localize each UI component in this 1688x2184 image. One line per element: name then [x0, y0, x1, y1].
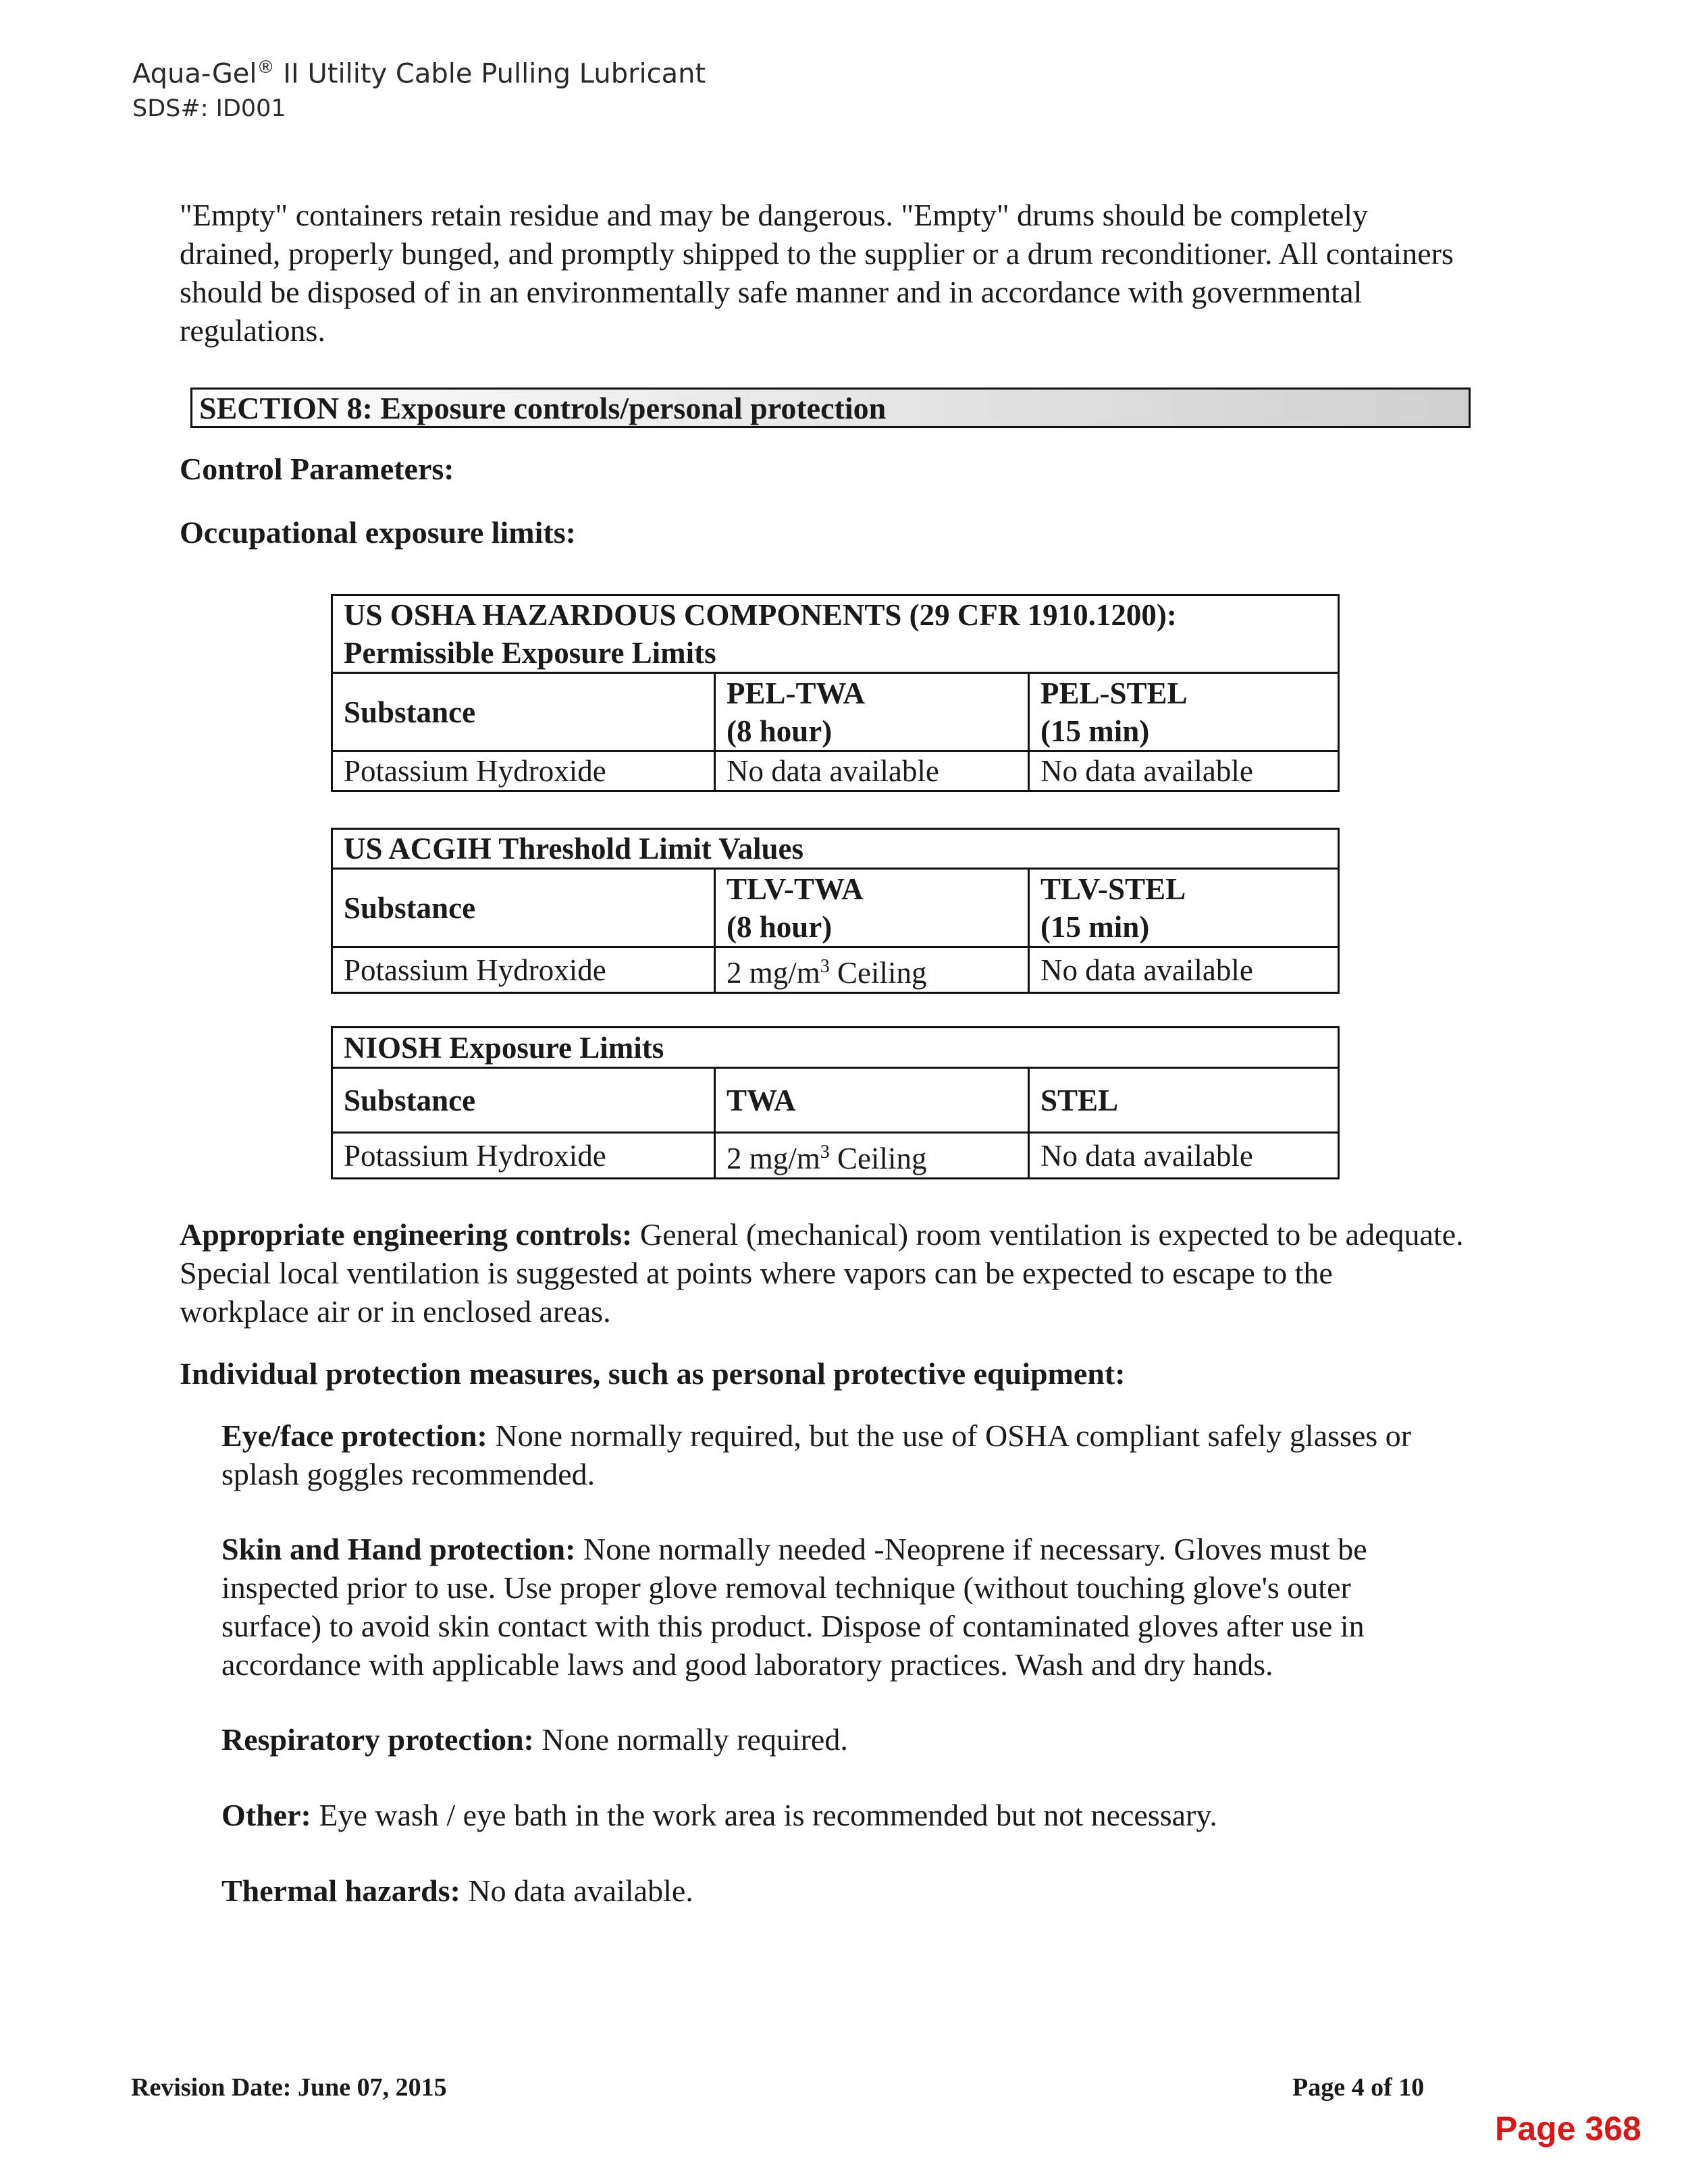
respiratory-protection-text: None normally required.	[533, 1722, 848, 1757]
header-line: TLV-TWA	[727, 872, 864, 906]
engineering-controls-label: Appropriate engineering controls:	[180, 1217, 633, 1252]
control-parameters-heading: Control Parameters:	[180, 452, 454, 486]
engineering-controls-text: General (mechanical) room ventilation is expected to be adequate. Special local ventilation is suggested at points where vapors can be expected to escape to the workplace air or in enclosed areas.	[180, 1217, 1464, 1329]
occupational-limits-heading: Occupational exposure limits:	[180, 515, 576, 550]
skin-protection-text: None normally needed -Neoprene if necessary. Gloves must be inspected prior to use. Use proper glove removal technique (without touching glove's outer surface) to avoid skin contact with this product. Dispose of contaminated gloves after use in accordance with applicable laws and good laboratory practices. Wash and dry hands.	[221, 1532, 1367, 1682]
value-text: 2 mg/m	[727, 956, 820, 990]
column-header-pel-stel	[1029, 673, 1339, 751]
respiratory-protection-label: Respiratory protection:	[221, 1722, 534, 1757]
disposal-paragraph: "Empty" containers retain residue and may be dangerous. "Empty" drums should be completely drained, properly bunged, and promptly shipped to the supplier or a drum reconditioner. All containers should be disposed of in an environmentally safe manner and in accordance with governmental regulations.	[180, 198, 1454, 348]
revision-date: Revision Date: June 07, 2015	[131, 2073, 447, 2102]
cell-substance: Potassium Hydroxide	[332, 1133, 715, 1179]
column-header-pel-twa	[715, 673, 1029, 751]
product-name-suffix: II Utility Cable Pulling Lubricant	[274, 58, 706, 90]
individual-protection-heading: Individual protection measures, such as personal protective equipment:	[180, 1356, 1126, 1391]
thermal-hazards-paragraph	[221, 1871, 1457, 1910]
table-row	[332, 1133, 1339, 1179]
page-stamp: Page 368	[1495, 2110, 1641, 2148]
engineering-controls-paragraph	[180, 1215, 1469, 1331]
caption-line: US OSHA HAZARDOUS COMPONENTS (29 CFR 1910.1200):	[344, 598, 1177, 632]
skin-protection-paragraph	[221, 1530, 1457, 1684]
header-line: (15 min)	[1040, 714, 1150, 748]
unit-exponent: 3	[820, 956, 830, 977]
table-row	[332, 947, 1339, 993]
section-8-bar	[190, 388, 1471, 428]
header-line: (15 min)	[1040, 909, 1150, 944]
cell-stel: No data available	[1029, 1133, 1339, 1179]
column-header-tlv-stel	[1029, 869, 1339, 947]
header-line: TLV-STEL	[1040, 872, 1186, 906]
cell-substance: Potassium Hydroxide	[332, 947, 715, 993]
value-suffix: Ceiling	[829, 1142, 927, 1175]
column-header-tlv-twa	[715, 869, 1029, 947]
table-header-row	[332, 1068, 1339, 1133]
header-line: (8 hour)	[727, 909, 833, 944]
sds-number: SDS#: ID001	[132, 95, 286, 123]
table-caption: NIOSH Exposure Limits	[332, 1028, 1339, 1068]
column-header-substance: Substance	[332, 869, 715, 947]
column-header-stel: STEL	[1029, 1068, 1339, 1133]
table-header-row	[332, 673, 1339, 751]
table-row	[332, 751, 1339, 791]
other-paragraph	[221, 1796, 1457, 1834]
thermal-hazards-text: No data available.	[460, 1873, 693, 1908]
unit-exponent: 3	[820, 1142, 830, 1163]
table-header-row	[332, 869, 1339, 947]
cell-tlv-stel: No data available	[1029, 947, 1339, 993]
value-text: 2 mg/m	[727, 1142, 820, 1175]
registered-mark: ®	[257, 57, 275, 78]
column-header-substance: Substance	[332, 673, 715, 751]
header-line: PEL-TWA	[727, 676, 866, 710]
eye-protection-text: None normally required, but the use of OSHA compliant safely glasses or splash goggles recommended.	[221, 1418, 1412, 1491]
value-suffix: Ceiling	[829, 956, 927, 990]
caption-line: Permissible Exposure Limits	[344, 636, 716, 670]
osha-limits-table	[331, 594, 1340, 792]
product-title	[132, 49, 706, 92]
table-caption: US ACGIH Threshold Limit Values	[332, 829, 1339, 869]
document-header	[132, 49, 706, 125]
eye-protection-paragraph	[221, 1416, 1457, 1493]
column-header-twa: TWA	[715, 1068, 1029, 1133]
thermal-hazards-label: Thermal hazards:	[221, 1873, 460, 1908]
page-number: Page 4 of 10	[1292, 2073, 1425, 2102]
table-caption	[332, 595, 1339, 673]
other-label: Other:	[221, 1798, 311, 1832]
respiratory-protection-paragraph	[221, 1720, 1457, 1759]
column-header-substance: Substance	[332, 1068, 715, 1133]
cell-tlv-twa	[715, 947, 1029, 993]
skin-protection-label: Skin and Hand protection:	[221, 1532, 576, 1566]
header-line: PEL-STEL	[1040, 676, 1188, 710]
niosh-limits-table	[331, 1026, 1340, 1179]
other-text: Eye wash / eye bath in the work area is recommended but not necessary.	[311, 1798, 1217, 1832]
product-name: Aqua-Gel	[132, 58, 257, 90]
cell-pel-stel: No data available	[1029, 751, 1339, 791]
section-title: SECTION 8: Exposure controls/personal protection	[199, 391, 887, 425]
cell-twa	[715, 1133, 1029, 1179]
header-line: (8 hour)	[727, 714, 833, 748]
cell-pel-twa: No data available	[715, 751, 1029, 791]
cell-substance: Potassium Hydroxide	[332, 751, 715, 791]
acgih-limits-table	[331, 828, 1340, 994]
eye-protection-label: Eye/face protection:	[221, 1418, 487, 1453]
